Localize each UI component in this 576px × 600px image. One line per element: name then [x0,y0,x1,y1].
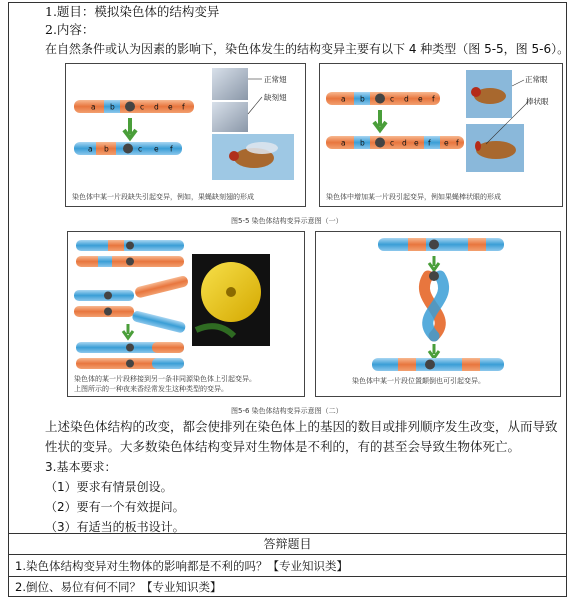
gene-a: a [341,138,346,148]
defense-header: 答辩题目 [9,533,566,555]
chromosome-inverted [372,358,504,371]
gene-d: d [404,94,409,104]
notched-wing-image [212,102,248,132]
gene-b: b [360,94,365,104]
duplication-diagram [320,64,562,206]
arrow-down-icon [429,344,439,358]
figure-title-5-5: 图5-5 染色体结构变异示意图（一） [231,217,343,225]
normal-wing-label: 正常翅 [264,75,287,84]
gene-c: c [390,94,395,104]
chromosome-pair-exchanging [74,275,189,334]
deletion-caption: 染色体中某一片段缺失引起变异，例如，果蝇缺刻翅的形成 [72,193,254,201]
figure-title-5-6: 图5-6 染色体结构变异示意图（二） [231,407,343,415]
gene-f: f [428,138,431,148]
gene-c: c [140,102,145,112]
requirement-1: （1）要求有情景创设。 [45,480,173,494]
arrow-down-icon [374,110,386,130]
duplication-caption: 染色体中增加某一片段引起变异，例如果蝇棒状眼的形成 [326,193,501,201]
gene-f: f [182,102,185,112]
gene-b: b [360,138,365,148]
chromosome-normal [326,92,440,105]
chromosome-pair-after [76,342,184,369]
chromosome-pair-before [76,240,184,267]
content-cell [9,3,570,534]
gene-e: e [444,138,449,148]
translocation-caption-1: 染色体的某一片段移接到另一条非同源染色体上引起变异。 [74,375,256,383]
chromosome-deleted [74,142,182,155]
chromosome-normal [378,238,504,251]
gene-b: b [104,144,109,154]
gene-c: c [390,138,395,148]
gene-f: f [432,94,435,104]
gene-d: d [154,102,159,112]
normal-eye-label: 正常眼 [525,75,548,84]
gene-a: a [341,94,346,104]
gene-a: a [91,102,96,112]
defense-question-2: 2.倒位、易位有何不同？【专业知识类】 [15,580,222,594]
figure-deletion [65,63,306,207]
gene-b: b [110,102,115,112]
topic-title: 1.题目：模拟染色体的结构变异 [45,4,220,19]
bar-eye-label: 棒状眼 [526,97,549,106]
gene-f: f [170,144,173,154]
chromosome-looping [424,271,443,336]
arrow-down-icon [124,118,136,138]
requirement-2: （2）要有一个有效提问。 [45,500,185,514]
defense-question-1: 1.染色体结构变异对生物体的影响都是不利的吗？【专业知识类】 [9,555,566,577]
gene-e: e [418,94,423,104]
requirement-3: （3）有适当的板书设计。 [45,520,185,534]
chromosome-normal [74,100,194,113]
gene-e: e [154,144,159,154]
translocation-diagram [68,232,304,396]
figure-duplication [319,63,563,207]
inversion-diagram [316,232,560,396]
arrow-down-icon [429,256,439,270]
gene-e: e [168,102,173,112]
figure-translocation [67,231,305,397]
content-label: 2.内容： [45,22,95,37]
arrow-down-icon [123,324,133,338]
chromosome-duplicated [326,136,464,149]
translocation-caption-2: 上图所示的一种夜来香经常发生这种类型的变异。 [74,385,228,393]
normal-wing-image [212,68,248,100]
document-table [8,2,570,597]
gene-f: f [456,138,459,148]
notched-wing-label: 缺刻翅 [264,93,287,102]
gene-e: e [414,138,419,148]
gene-d: d [402,138,407,148]
gene-c: c [138,144,143,154]
inversion-caption: 染色体中某一片段位置颠倒也可引起变异。 [352,377,485,385]
intro-text: 在自然条件或认为因素的影响下，染色体发生的结构变异主要有以下 4 种类型（图 5-5，图 5-6）。 [45,42,570,56]
figure-inversion [315,231,561,397]
gene-a: a [88,144,93,154]
summary-paragraph: 上述染色体结构的改变，都会使排列在染色体上的基因的数目或排列顺序发生改变，从而导致性状的变异。大多数染色体结构变异对生物体是不利的，有的甚至会导致生物体死亡。 [45,419,558,454]
requirements-label: 3.基本要求： [45,460,117,474]
deletion-diagram [66,64,305,206]
